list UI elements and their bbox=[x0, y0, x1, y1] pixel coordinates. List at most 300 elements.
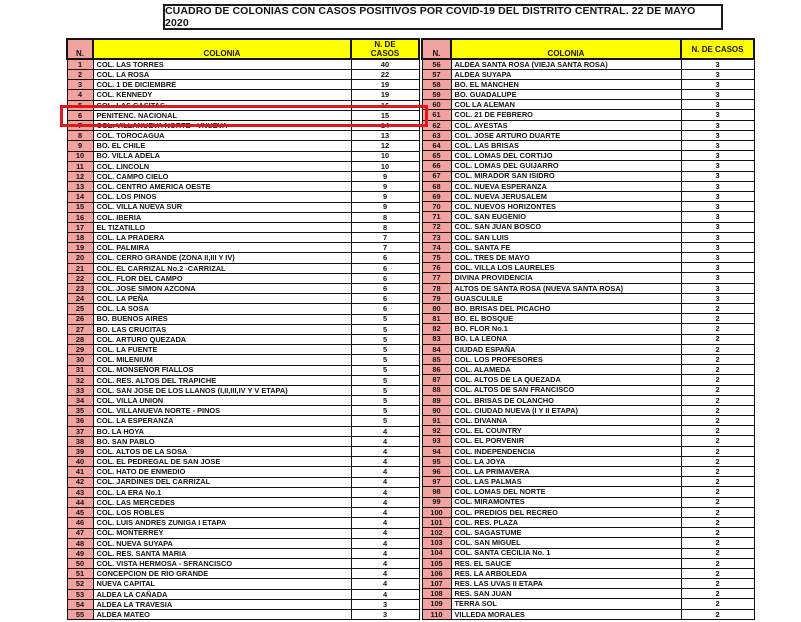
table-row bbox=[67, 284, 419, 294]
row-number-cell: 60 bbox=[422, 100, 451, 110]
colonia-cell: COL. LA ERA No.1 bbox=[93, 487, 351, 497]
casos-cell: 4 bbox=[351, 548, 419, 558]
table-row bbox=[422, 609, 754, 619]
colonia-cell: ALDEA LA CAÑADA bbox=[93, 589, 351, 599]
colonia-cell: COL. BRISAS DE OLANCHO bbox=[451, 395, 681, 405]
table-row bbox=[67, 508, 419, 518]
casos-cell: 2 bbox=[681, 599, 754, 609]
row-number-cell: 22 bbox=[67, 273, 93, 283]
colonia-cell: COL. JOSE ARTURO DUARTE bbox=[451, 130, 681, 140]
row-number-cell: 34 bbox=[67, 396, 93, 406]
table-row bbox=[67, 243, 419, 253]
table-row bbox=[422, 599, 754, 609]
casos-cell: 4 bbox=[351, 426, 419, 436]
colonia-cell: COL. SAN MIGUEL bbox=[451, 538, 681, 548]
row-number-cell: 6 bbox=[67, 110, 93, 120]
colonia-cell: COL. LA PRIMAVERA bbox=[451, 467, 681, 477]
colonia-cell: COL. VISTA HERMOSA - SFRANCISCO bbox=[93, 559, 351, 569]
row-number-cell: 79 bbox=[422, 293, 451, 303]
table-row bbox=[67, 131, 419, 141]
colonia-cell: COL. LUIS ANDRES ZUNIGA I ETAPA bbox=[93, 518, 351, 528]
row-number-cell: 71 bbox=[422, 212, 451, 222]
colonia-cell: RES. LAS UVAS II ETAPA bbox=[451, 579, 681, 589]
table-row bbox=[422, 487, 754, 497]
table-row bbox=[67, 233, 419, 243]
row-number-cell: 62 bbox=[422, 120, 451, 130]
row-number-cell: 21 bbox=[67, 263, 93, 273]
row-number-cell: 91 bbox=[422, 416, 451, 426]
colonia-cell: ALDEA MATEO bbox=[93, 610, 351, 620]
casos-cell: 4 bbox=[351, 436, 419, 446]
table-row bbox=[422, 548, 754, 558]
row-number-cell: 15 bbox=[67, 202, 93, 212]
table-row bbox=[422, 334, 754, 344]
table-row bbox=[422, 222, 754, 232]
colonia-cell: COL. LAS CASITAS bbox=[93, 100, 351, 110]
colonia-cell: COL. NUEVA JERUSALEM bbox=[451, 191, 681, 201]
table-row bbox=[422, 59, 754, 69]
casos-cell: 2 bbox=[681, 354, 754, 364]
colonia-cell: COL. TOROCAGUA bbox=[93, 131, 351, 141]
table-row bbox=[422, 253, 754, 263]
colonia-cell: BO. EL CHILE bbox=[93, 141, 351, 151]
table-row bbox=[422, 232, 754, 242]
colonia-cell: COL. NUEVOS HORIZONTES bbox=[451, 202, 681, 212]
row-number-cell: 30 bbox=[67, 355, 93, 365]
colonias-table-right bbox=[421, 38, 755, 620]
table-row bbox=[67, 610, 419, 620]
row-number-cell: 23 bbox=[67, 284, 93, 294]
casos-cell: 2 bbox=[681, 395, 754, 405]
table-row bbox=[422, 304, 754, 314]
row-number-cell: 110 bbox=[422, 609, 451, 619]
row-number-cell: 92 bbox=[422, 426, 451, 436]
colonia-cell: RES. SAN JUAN bbox=[451, 589, 681, 599]
casos-cell: 2 bbox=[681, 375, 754, 385]
colonia-cell: COL. CERRO GRANDE (ZONA II,III Y IV) bbox=[93, 253, 351, 263]
table-row bbox=[67, 171, 419, 181]
casos-cell: 3 bbox=[681, 283, 754, 293]
row-number-cell: 64 bbox=[422, 141, 451, 151]
colonia-cell: COL. SAGASTUME bbox=[451, 528, 681, 538]
table-row bbox=[422, 344, 754, 354]
row-number-cell: 84 bbox=[422, 344, 451, 354]
colonia-cell: GUASCULILE bbox=[451, 293, 681, 303]
colonia-cell: COL. LOMAS DEL CORTIJO bbox=[451, 151, 681, 161]
casos-cell: 3 bbox=[681, 232, 754, 242]
table-row bbox=[422, 497, 754, 507]
table-row bbox=[67, 324, 419, 334]
casos-cell: 2 bbox=[681, 456, 754, 466]
row-number-cell: 72 bbox=[422, 222, 451, 232]
colonia-cell: COL. LA FUENTE bbox=[93, 345, 351, 355]
colonia-cell: CIUDAD ESPAÑA bbox=[451, 344, 681, 354]
table-row bbox=[67, 477, 419, 487]
casos-cell: 4 bbox=[351, 497, 419, 507]
row-number-cell: 53 bbox=[67, 589, 93, 599]
row-number-cell: 83 bbox=[422, 334, 451, 344]
row-number-cell: 41 bbox=[67, 467, 93, 477]
casos-cell: 2 bbox=[681, 314, 754, 324]
casos-cell: 7 bbox=[351, 243, 419, 253]
row-number-cell: 55 bbox=[67, 610, 93, 620]
row-number-cell: 59 bbox=[422, 90, 451, 100]
row-number-cell: 109 bbox=[422, 599, 451, 609]
colonia-cell: COL. SAN LUIS bbox=[451, 232, 681, 242]
casos-cell: 2 bbox=[681, 517, 754, 527]
table-row bbox=[422, 151, 754, 161]
casos-cell: 5 bbox=[351, 314, 419, 324]
table-row bbox=[422, 130, 754, 140]
colonia-cell: COL. RES. SANTA MARIA bbox=[93, 548, 351, 558]
casos-cell: 4 bbox=[351, 528, 419, 538]
colonia-cell: COL. CIUDAD NUEVA (I Y II ETAPA) bbox=[451, 405, 681, 415]
casos-cell: 19 bbox=[351, 90, 419, 100]
row-number-cell: 49 bbox=[67, 548, 93, 558]
casos-cell: 4 bbox=[351, 538, 419, 548]
table-row bbox=[422, 446, 754, 456]
casos-cell: 2 bbox=[681, 497, 754, 507]
colonia-cell: COL. SANTA CECILIA No. 1 bbox=[451, 548, 681, 558]
row-number-cell: 44 bbox=[67, 497, 93, 507]
table-row bbox=[67, 253, 419, 263]
table-row bbox=[67, 599, 419, 609]
casos-cell: 2 bbox=[681, 487, 754, 497]
table-row bbox=[67, 304, 419, 314]
casos-cell: 15 bbox=[351, 110, 419, 120]
table-row bbox=[422, 528, 754, 538]
table-row bbox=[67, 436, 419, 446]
casos-cell: 6 bbox=[351, 273, 419, 283]
casos-cell: 2 bbox=[681, 538, 754, 548]
casos-cell: 3 bbox=[681, 141, 754, 151]
colonia-cell: COL. RES. ALTOS DEL TRAPICHE bbox=[93, 375, 351, 385]
table-row bbox=[67, 192, 419, 202]
casos-cell: 2 bbox=[681, 304, 754, 314]
row-number-cell: 73 bbox=[422, 232, 451, 242]
row-number-cell: 20 bbox=[67, 253, 93, 263]
colonia-cell: COL. NUEVA SUYAPA bbox=[93, 538, 351, 548]
colonia-cell: COL. VILLA UNION bbox=[93, 396, 351, 406]
colonia-cell: COL. VILLANUEVA NORTE - PINOS bbox=[93, 406, 351, 416]
colonia-cell: BO. GUADALUPE bbox=[451, 90, 681, 100]
row-number-cell: 7 bbox=[67, 121, 93, 131]
row-number-cell: 9 bbox=[67, 141, 93, 151]
table-row bbox=[422, 202, 754, 212]
colonia-cell: PENITENC. NACIONAL bbox=[93, 110, 351, 120]
casos-cell: 9 bbox=[351, 171, 419, 181]
casos-cell: 12 bbox=[351, 141, 419, 151]
row-number-cell: 88 bbox=[422, 385, 451, 395]
casos-cell: 2 bbox=[681, 446, 754, 456]
row-number-cell: 26 bbox=[67, 314, 93, 324]
casos-cell: 10 bbox=[351, 161, 419, 171]
row-number-cell: 3 bbox=[67, 80, 93, 90]
colonia-cell: ALDEA LA TRAVESIA bbox=[93, 599, 351, 609]
row-number-cell: 42 bbox=[67, 477, 93, 487]
casos-cell: 2 bbox=[681, 548, 754, 558]
colonia-cell: EL TIZATILLO bbox=[93, 222, 351, 232]
casos-cell: 4 bbox=[351, 447, 419, 457]
casos-cell: 4 bbox=[351, 589, 419, 599]
row-number-cell: 77 bbox=[422, 273, 451, 283]
table-row bbox=[67, 375, 419, 385]
casos-cell: 2 bbox=[681, 477, 754, 487]
colonia-cell: VILLEDA MORALES bbox=[451, 609, 681, 619]
casos-cell: 3 bbox=[681, 242, 754, 252]
table-row bbox=[422, 568, 754, 578]
colonia-cell: COL. LA JOYA bbox=[451, 456, 681, 466]
colonia-cell: NUEVA CAPITAL bbox=[93, 579, 351, 589]
row-number-cell: 50 bbox=[67, 559, 93, 569]
table-row bbox=[422, 283, 754, 293]
colonia-cell: COL. LAS PALMAS bbox=[451, 477, 681, 487]
row-number-cell: 52 bbox=[67, 579, 93, 589]
casos-cell: 2 bbox=[681, 467, 754, 477]
row-number-cell: 11 bbox=[67, 161, 93, 171]
colonia-cell: COL. LAS TORRES bbox=[93, 59, 351, 69]
casos-cell: 2 bbox=[681, 507, 754, 517]
colonia-cell: COL. LAS BRISAS bbox=[451, 141, 681, 151]
colonia-cell: COL. FLOR DEL CAMPO bbox=[93, 273, 351, 283]
colonias-table-left bbox=[66, 38, 420, 620]
colonia-cell: BO. SAN PABLO bbox=[93, 436, 351, 446]
col-header-n: N. bbox=[422, 39, 451, 59]
header-row bbox=[67, 39, 419, 59]
casos-cell: 5 bbox=[351, 365, 419, 375]
colonia-cell: COL. EL PORVENIR bbox=[451, 436, 681, 446]
casos-cell: 3 bbox=[681, 69, 754, 79]
row-number-cell: 33 bbox=[67, 385, 93, 395]
row-number-cell: 65 bbox=[422, 151, 451, 161]
table-row bbox=[422, 405, 754, 415]
colonia-cell: COL. INDEPENDENCIA bbox=[451, 446, 681, 456]
casos-cell: 3 bbox=[351, 599, 419, 609]
row-number-cell: 78 bbox=[422, 283, 451, 293]
colonia-cell: COL. HATO DE ENMEDIO bbox=[93, 467, 351, 477]
casos-cell: 3 bbox=[351, 610, 419, 620]
casos-cell: 4 bbox=[351, 569, 419, 579]
casos-cell: 3 bbox=[681, 100, 754, 110]
row-number-cell: 67 bbox=[422, 171, 451, 181]
row-number-cell: 95 bbox=[422, 456, 451, 466]
casos-cell: 40 bbox=[351, 59, 419, 69]
colonia-cell: COL. PREDIOS DEL RECREO bbox=[451, 507, 681, 517]
table-row bbox=[422, 467, 754, 477]
casos-cell: 3 bbox=[681, 273, 754, 283]
row-number-cell: 17 bbox=[67, 222, 93, 232]
row-number-cell: 105 bbox=[422, 558, 451, 568]
casos-cell: 9 bbox=[351, 182, 419, 192]
table-row bbox=[422, 558, 754, 568]
casos-cell: 2 bbox=[681, 385, 754, 395]
table-row bbox=[67, 59, 419, 69]
casos-cell: 2 bbox=[681, 436, 754, 446]
table-row bbox=[422, 171, 754, 181]
table-row bbox=[422, 589, 754, 599]
casos-cell: 2 bbox=[681, 426, 754, 436]
table-row bbox=[422, 314, 754, 324]
colonia-cell: COL. ALTOS DE LA SOSA bbox=[93, 447, 351, 457]
row-number-cell: 27 bbox=[67, 324, 93, 334]
colonia-cell: COL. JARDINES DEL CARRIZAL bbox=[93, 477, 351, 487]
casos-cell: 10 bbox=[351, 151, 419, 161]
row-number-cell: 57 bbox=[422, 69, 451, 79]
colonia-cell: COL. NUEVA ESPERANZA bbox=[451, 181, 681, 191]
row-number-cell: 45 bbox=[67, 508, 93, 518]
table-row bbox=[67, 182, 419, 192]
row-number-cell: 25 bbox=[67, 304, 93, 314]
casos-cell: 4 bbox=[351, 518, 419, 528]
row-number-cell: 48 bbox=[67, 538, 93, 548]
row-number-cell: 46 bbox=[67, 518, 93, 528]
table-row bbox=[67, 416, 419, 426]
table-row bbox=[422, 579, 754, 589]
casos-cell: 7 bbox=[351, 233, 419, 243]
row-number-cell: 76 bbox=[422, 263, 451, 273]
casos-cell: 5 bbox=[351, 406, 419, 416]
colonia-cell: COL. LOS PINOS bbox=[93, 192, 351, 202]
casos-cell: 3 bbox=[681, 263, 754, 273]
table-row bbox=[422, 90, 754, 100]
colonia-cell: CONCEPCION DE RIO GRANDE bbox=[93, 569, 351, 579]
casos-cell: 3 bbox=[681, 130, 754, 140]
colonia-cell: COL. CAMPO CIELO bbox=[93, 171, 351, 181]
casos-cell: 9 bbox=[351, 202, 419, 212]
row-number-cell: 74 bbox=[422, 242, 451, 252]
row-number-cell: 102 bbox=[422, 528, 451, 538]
colonia-cell: COL. ALTOS DE LA QUEZADA bbox=[451, 375, 681, 385]
colonia-cell: COL. IBERIA bbox=[93, 212, 351, 222]
casos-cell: 3 bbox=[681, 79, 754, 89]
row-number-cell: 69 bbox=[422, 191, 451, 201]
table-row bbox=[67, 385, 419, 395]
colonia-cell: COL. ALAMEDA bbox=[451, 365, 681, 375]
casos-cell: 4 bbox=[351, 467, 419, 477]
row-number-cell: 66 bbox=[422, 161, 451, 171]
table-row bbox=[67, 121, 419, 131]
colonia-cell: COL. EL CARRIZAL No.2 -CARRIZAL bbox=[93, 263, 351, 273]
table-row bbox=[422, 416, 754, 426]
row-number-cell: 108 bbox=[422, 589, 451, 599]
colonia-cell: COL. MILENIUM bbox=[93, 355, 351, 365]
casos-cell: 4 bbox=[351, 487, 419, 497]
casos-cell: 5 bbox=[351, 396, 419, 406]
table-row bbox=[422, 507, 754, 517]
row-number-cell: 100 bbox=[422, 507, 451, 517]
row-number-cell: 2 bbox=[67, 70, 93, 80]
casos-cell: 19 bbox=[351, 80, 419, 90]
table-row bbox=[67, 569, 419, 579]
row-number-cell: 8 bbox=[67, 131, 93, 141]
casos-cell: 2 bbox=[681, 344, 754, 354]
colonia-cell: BO. BUENOS AIRES bbox=[93, 314, 351, 324]
table-row bbox=[422, 120, 754, 130]
table-row bbox=[422, 477, 754, 487]
row-number-cell: 4 bbox=[67, 90, 93, 100]
table-row bbox=[422, 100, 754, 110]
casos-cell: 5 bbox=[351, 345, 419, 355]
colonia-cell: COL. SAN EUGENIO bbox=[451, 212, 681, 222]
casos-cell: 3 bbox=[681, 253, 754, 263]
table-row bbox=[67, 447, 419, 457]
table-row bbox=[422, 426, 754, 436]
row-number-cell: 101 bbox=[422, 517, 451, 527]
casos-cell: 2 bbox=[681, 405, 754, 415]
row-number-cell: 75 bbox=[422, 253, 451, 263]
colonia-cell: COL. AYESTAS bbox=[451, 120, 681, 130]
row-number-cell: 1 bbox=[67, 59, 93, 69]
table-row bbox=[67, 70, 419, 80]
casos-cell: 3 bbox=[681, 120, 754, 130]
casos-cell: 2 bbox=[681, 416, 754, 426]
row-number-cell: 87 bbox=[422, 375, 451, 385]
table-row bbox=[67, 334, 419, 344]
row-number-cell: 96 bbox=[422, 467, 451, 477]
casos-cell: 4 bbox=[351, 477, 419, 487]
colonia-cell: COL. ALTOS DE SAN FRANCISCO bbox=[451, 385, 681, 395]
table-row bbox=[67, 294, 419, 304]
row-number-cell: 80 bbox=[422, 304, 451, 314]
row-number-cell: 85 bbox=[422, 354, 451, 364]
table-row bbox=[422, 242, 754, 252]
colonia-cell: BO. LAS CRUCITAS bbox=[93, 324, 351, 334]
row-number-cell: 56 bbox=[422, 59, 451, 69]
row-number-cell: 51 bbox=[67, 569, 93, 579]
row-number-cell: 14 bbox=[67, 192, 93, 202]
row-number-cell: 5 bbox=[67, 100, 93, 110]
colonia-cell: COL. TRES DE MAYO bbox=[451, 253, 681, 263]
casos-cell: 6 bbox=[351, 294, 419, 304]
table-row bbox=[67, 151, 419, 161]
row-number-cell: 19 bbox=[67, 243, 93, 253]
colonia-cell: COL. LA PRADERA bbox=[93, 233, 351, 243]
row-number-cell: 89 bbox=[422, 395, 451, 405]
colonia-cell: COL. SANTA FE bbox=[451, 242, 681, 252]
table-row bbox=[422, 375, 754, 385]
table-row bbox=[422, 212, 754, 222]
colonia-cell: COL. LA ROSA bbox=[93, 70, 351, 80]
row-number-cell: 10 bbox=[67, 151, 93, 161]
table-row bbox=[67, 589, 419, 599]
row-number-cell: 31 bbox=[67, 365, 93, 375]
row-number-cell: 38 bbox=[67, 436, 93, 446]
colonia-cell: COL. LOMAS DEL GUIJARRO bbox=[451, 161, 681, 171]
row-number-cell: 16 bbox=[67, 212, 93, 222]
colonia-cell: COL. JOSE SIMON AZCONA bbox=[93, 284, 351, 294]
col-header-n: N. bbox=[67, 39, 93, 59]
casos-cell: 9 bbox=[351, 192, 419, 202]
colonia-cell: COL. MONTERREY bbox=[93, 528, 351, 538]
table-row bbox=[422, 273, 754, 283]
row-number-cell: 32 bbox=[67, 375, 93, 385]
table-row bbox=[67, 457, 419, 467]
casos-cell: 4 bbox=[351, 508, 419, 518]
colonia-cell: BO. VILLA ADELA bbox=[93, 151, 351, 161]
table-row bbox=[422, 293, 754, 303]
casos-cell: 3 bbox=[681, 212, 754, 222]
table-row bbox=[422, 181, 754, 191]
table-row bbox=[67, 222, 419, 232]
casos-cell: 5 bbox=[351, 324, 419, 334]
table-row bbox=[67, 579, 419, 589]
table-row bbox=[67, 80, 419, 90]
row-number-cell: 36 bbox=[67, 416, 93, 426]
colonia-cell: COL. LINCOLN bbox=[93, 161, 351, 171]
casos-cell: 3 bbox=[681, 191, 754, 201]
table-row bbox=[422, 365, 754, 375]
row-number-cell: 99 bbox=[422, 497, 451, 507]
